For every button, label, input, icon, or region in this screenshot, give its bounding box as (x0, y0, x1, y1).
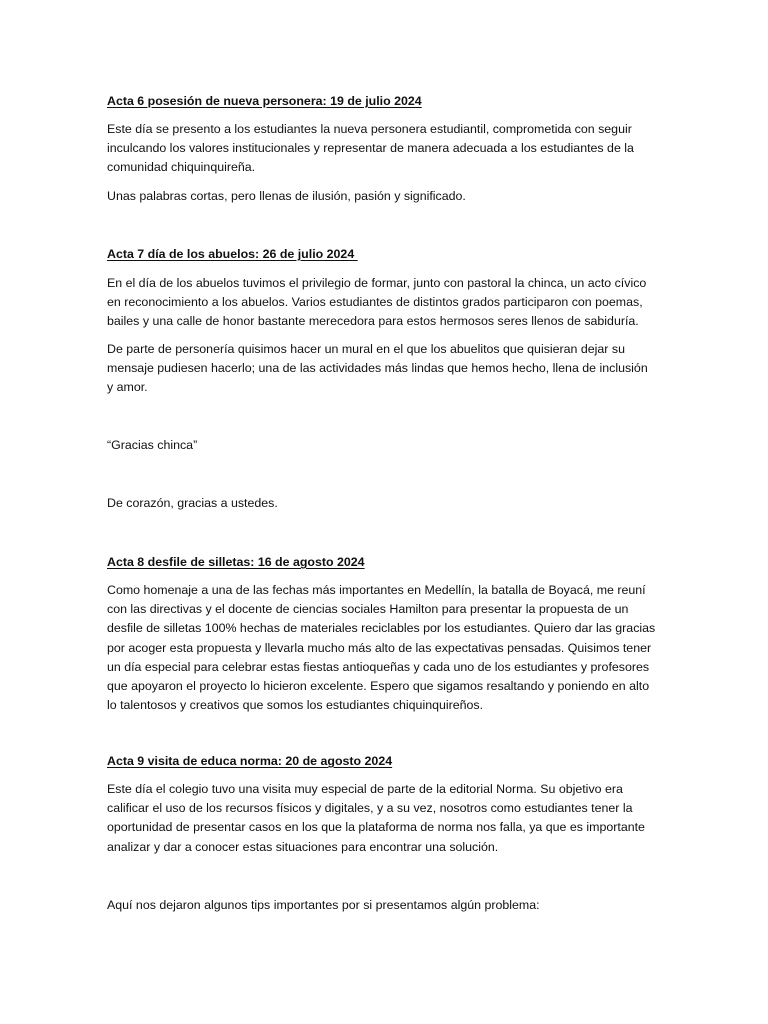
text-line: lo talentosos y creativos que somos los estudiantes chiquinquireños. (107, 698, 484, 713)
text-line: calificar el uso de los recursos físicos y digitales, y a su vez, nosotros como estudiantes tener la (107, 801, 633, 816)
text-line: analizar y dar a conocer estas situaciones para encontrar una solución. (107, 839, 499, 854)
text-line: De parte de personería quisimos hacer un mural en el que los abuelitos que quisieran dejar su (107, 342, 625, 356)
acta-9-paragraph-1 (107, 780, 665, 857)
text-line: Como homenaje a una de las fechas más importantes en Medellín, la batalla de Boyacá, me reuní (107, 583, 646, 597)
text-line: bailes y una calle de honor bastante merecedora para estos hermosos seres llenos de sabiduría. (107, 314, 639, 329)
text-line: que apoyaron el proyecto lo hicieron excelente. Espero que sigamos resaltando y poniendo en alto (107, 679, 650, 694)
text-line: desfile de silletas 100% hechas de materiales reciclables por los estudiantes. Quiero dar las gracias (107, 621, 656, 636)
text-line: por acoger esta propuesta y llevarla mucho más alto de las expectativas pensadas. Quisimos tener (107, 640, 652, 655)
acta-7-heading: Acta 7 día de los abuelos: 26 de julio 2024 (107, 247, 358, 261)
text-line: un día especial para celebrar estas fiestas antioqueñas y cada uno de los estudiantes y profesores (107, 659, 650, 674)
text-line: Este día el colegio tuvo una visita muy especial de parte de la editorial Norma. Su objetivo era (107, 782, 623, 796)
acta-9-heading: Acta 9 visita de educa norma: 20 de agosto 2024 (107, 754, 393, 768)
text-line: con las directivas y el docente de ciencias sociales Hamilton para presentar la propuesta de un (107, 602, 629, 617)
text-line: mensaje pudiesen hacerlo; una de las actividades más lindas que hemos hecho, llena de inclusión (107, 361, 648, 376)
text-line: inculcando los valores institucionales y representar de manera adecuada a los estudiantes de la (107, 141, 634, 156)
acta-8-paragraph-1 (107, 581, 665, 715)
acta-8-heading: Acta 8 desfile de silletas: 16 de agosto 2024 (107, 555, 365, 569)
acta-7-quote: “Gracias chinca” (107, 438, 198, 452)
acta-7-closing: De corazón, gracias a ustedes. (107, 496, 278, 510)
text-line: En el día de los abuelos tuvimos el privilegio de formar, junto con pastoral la chinca, un acto cívico (107, 276, 647, 290)
acta-9-paragraph-2: Aquí nos dejaron algunos tips importantes por si presentamos algún problema: (107, 898, 540, 912)
acta-7-paragraph-1 (107, 274, 665, 332)
text-line: comunidad chiquinquireña. (107, 160, 256, 175)
text-line: Este día se presento a los estudiantes la nueva personera estudiantil, comprometida con seguir (107, 122, 632, 136)
text-line: en reconocimiento a los abuelos. Varios estudiantes de distintos grados participaron con poemas, (107, 295, 643, 310)
acta-7-paragraph-2 (107, 340, 665, 398)
acta-6-paragraph-2: Unas palabras cortas, pero llenas de ilusión, pasión y significado. (107, 189, 466, 203)
acta-6-paragraph-1 (107, 120, 665, 178)
acta-6-heading: Acta 6 posesión de nueva personera: 19 de julio 2024 (107, 94, 422, 108)
text-line: oportunidad de presentar casos en los que la plataforma de norma nos falla, ya que es importante (107, 820, 645, 835)
text-line: y amor. (107, 380, 148, 395)
